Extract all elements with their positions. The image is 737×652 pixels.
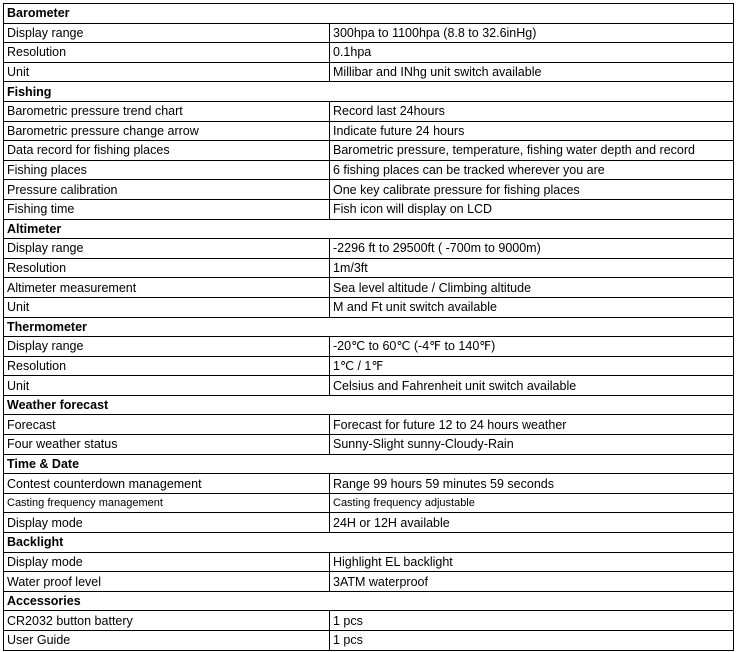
spec-label: Pressure calibration [4, 180, 330, 200]
spec-value: Highlight EL backlight [330, 552, 734, 572]
spec-row [4, 337, 734, 357]
spec-label: Casting frequency management [4, 493, 330, 513]
spec-value: 1 pcs [330, 611, 734, 631]
spec-label: Data record for fishing places [4, 141, 330, 161]
spec-table-body [4, 4, 734, 651]
spec-row [4, 493, 734, 513]
spec-value: Barometric pressure, temperature, fishing water depth and record [330, 141, 734, 161]
spec-row [4, 199, 734, 219]
spec-row [4, 572, 734, 592]
spec-label: Four weather status [4, 435, 330, 455]
spec-row [4, 552, 734, 572]
section-title: Fishing [4, 82, 734, 102]
spec-value: M and Ft unit switch available [330, 297, 734, 317]
spec-label: Unit [4, 297, 330, 317]
spec-row [4, 258, 734, 278]
section-title: Barometer [4, 4, 734, 24]
spec-label: Fishing places [4, 160, 330, 180]
spec-table [3, 3, 734, 651]
spec-row [4, 297, 734, 317]
spec-label: User Guide [4, 631, 330, 651]
spec-label: Resolution [4, 258, 330, 278]
spec-label: Display range [4, 239, 330, 259]
spec-row [4, 356, 734, 376]
spec-row [4, 180, 734, 200]
spec-value: -20℃ to 60℃ (-4℉ to 140℉) [330, 337, 734, 357]
spec-value: Sunny-Slight sunny-Cloudy-Rain [330, 435, 734, 455]
section-header-row [4, 533, 734, 553]
spec-row [4, 43, 734, 63]
spec-label: Resolution [4, 43, 330, 63]
spec-row [4, 611, 734, 631]
spec-value: 6 fishing places can be tracked wherever you are [330, 160, 734, 180]
spec-label: Barometric pressure trend chart [4, 101, 330, 121]
spec-label: Altimeter measurement [4, 278, 330, 298]
spec-row [4, 415, 734, 435]
spec-value: 0.1hpa [330, 43, 734, 63]
spec-value: Celsius and Fahrenheit unit switch available [330, 376, 734, 396]
spec-label: Fishing time [4, 199, 330, 219]
spec-label: Display range [4, 337, 330, 357]
spec-label: Barometric pressure change arrow [4, 121, 330, 141]
spec-label: Display mode [4, 513, 330, 533]
section-header-row [4, 591, 734, 611]
spec-value: 1℃ / 1℉ [330, 356, 734, 376]
section-title: Weather forecast [4, 395, 734, 415]
section-title: Altimeter [4, 219, 734, 239]
spec-value: 3ATM waterproof [330, 572, 734, 592]
spec-label: CR2032 button battery [4, 611, 330, 631]
spec-value: 1 pcs [330, 631, 734, 651]
spec-row [4, 62, 734, 82]
spec-value: Fish icon will display on LCD [330, 199, 734, 219]
spec-value: -2296 ft to 29500ft ( -700m to 9000m) [330, 239, 734, 259]
spec-row [4, 160, 734, 180]
spec-label: Unit [4, 62, 330, 82]
spec-label: Unit [4, 376, 330, 396]
spec-value: 300hpa to 1100hpa (8.8 to 32.6inHg) [330, 23, 734, 43]
spec-label: Water proof level [4, 572, 330, 592]
section-title: Thermometer [4, 317, 734, 337]
section-header-row [4, 454, 734, 474]
spec-row [4, 376, 734, 396]
spec-value: One key calibrate pressure for fishing places [330, 180, 734, 200]
spec-label: Resolution [4, 356, 330, 376]
section-title: Accessories [4, 591, 734, 611]
spec-row [4, 513, 734, 533]
spec-value: Indicate future 24 hours [330, 121, 734, 141]
spec-value: Millibar and INhg unit switch available [330, 62, 734, 82]
spec-value: Record last 24hours [330, 101, 734, 121]
spec-row [4, 474, 734, 494]
spec-value: Casting frequency adjustable [330, 493, 734, 513]
section-header-row [4, 82, 734, 102]
section-header-row [4, 4, 734, 24]
section-header-row [4, 395, 734, 415]
section-header-row [4, 219, 734, 239]
spec-label: Display range [4, 23, 330, 43]
spec-row [4, 631, 734, 651]
spec-value: Forecast for future 12 to 24 hours weather [330, 415, 734, 435]
spec-label: Forecast [4, 415, 330, 435]
spec-row [4, 121, 734, 141]
section-title: Time & Date [4, 454, 734, 474]
spec-row [4, 278, 734, 298]
spec-row [4, 435, 734, 455]
section-title: Backlight [4, 533, 734, 553]
spec-label: Display mode [4, 552, 330, 572]
spec-row [4, 23, 734, 43]
spec-value: Sea level altitude / Climbing altitude [330, 278, 734, 298]
spec-value: Range 99 hours 59 minutes 59 seconds [330, 474, 734, 494]
spec-row [4, 141, 734, 161]
spec-value: 24H or 12H available [330, 513, 734, 533]
spec-value: 1m/3ft [330, 258, 734, 278]
spec-row [4, 239, 734, 259]
section-header-row [4, 317, 734, 337]
spec-label: Contest counterdown management [4, 474, 330, 494]
spec-row [4, 101, 734, 121]
